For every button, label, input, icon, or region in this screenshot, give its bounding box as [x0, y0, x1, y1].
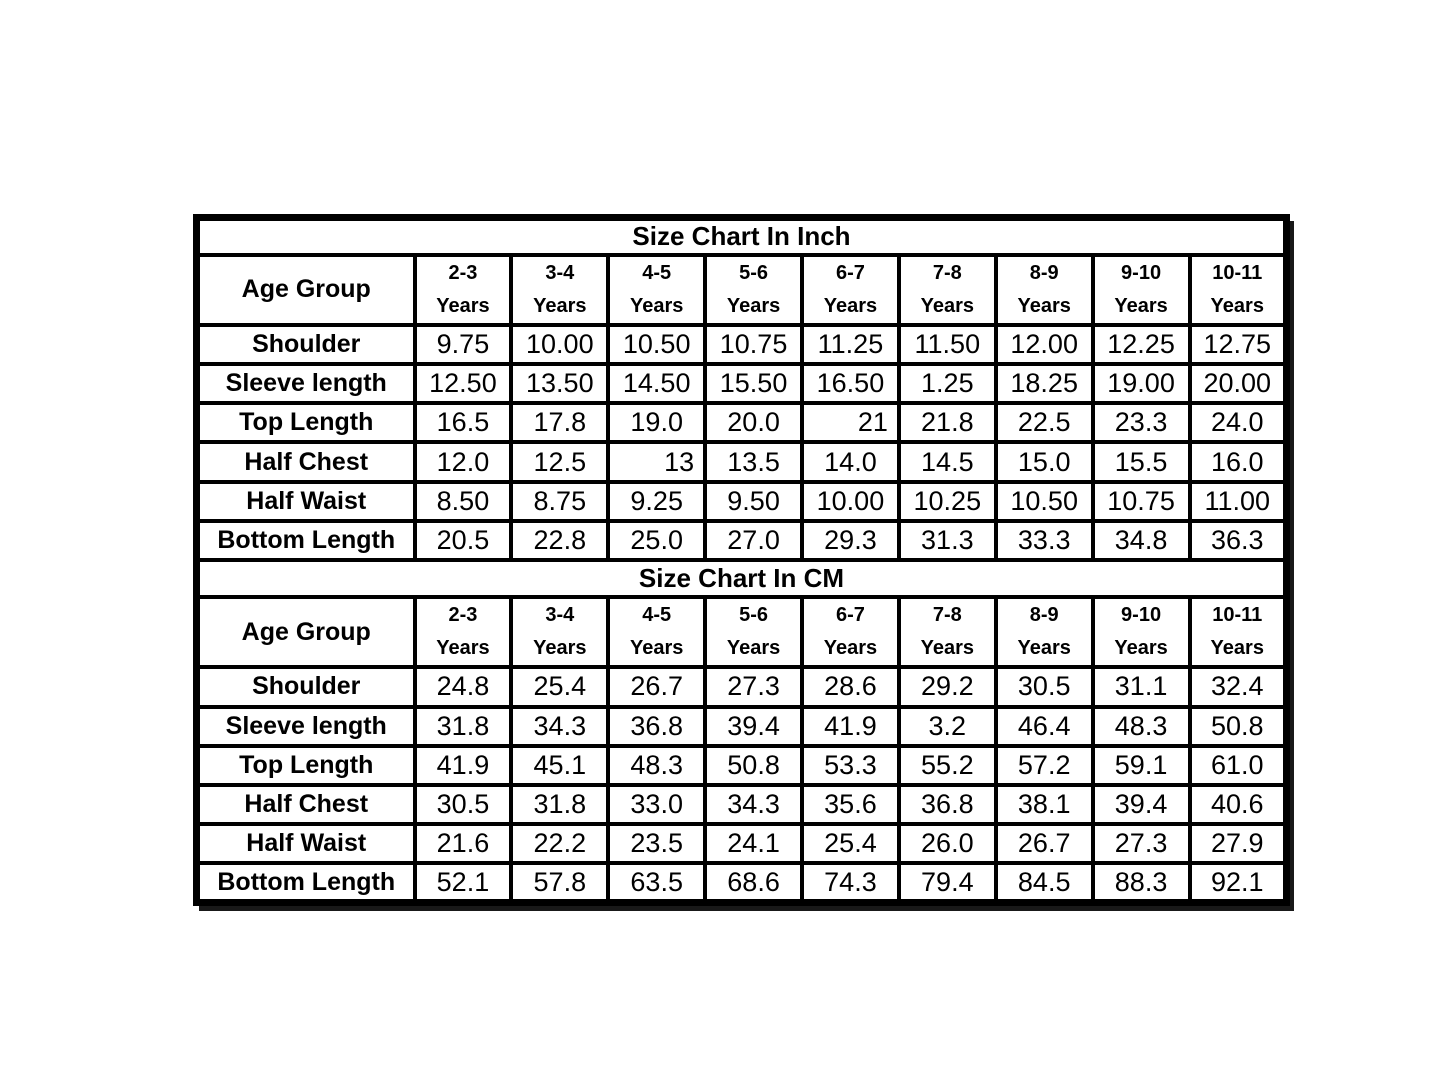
measurement-row [197, 824, 1287, 863]
value-cell: 21.6 [415, 824, 512, 863]
value-cell: 12.75 [1190, 325, 1287, 364]
age-column-header [705, 597, 802, 667]
value-cell: 61.0 [1190, 746, 1287, 785]
value-cell: 9.75 [415, 325, 512, 364]
value-cell: 14.0 [802, 442, 899, 481]
age-column-header [415, 597, 512, 667]
value-cell: 19.00 [1093, 364, 1190, 403]
section-title: Size Chart In CM [197, 560, 1287, 597]
measurement-row [197, 442, 1287, 481]
age-column-header [608, 597, 705, 667]
value-cell: 22.2 [511, 824, 608, 863]
age-range-label: 6-7 [835, 604, 865, 627]
years-label: Years [1210, 637, 1264, 660]
value-cell: 12.25 [1093, 325, 1190, 364]
value-cell: 23.5 [608, 824, 705, 863]
value-cell: 31.3 [899, 521, 996, 560]
value-cell: 18.25 [996, 364, 1093, 403]
value-cell: 25.0 [608, 521, 705, 560]
age-range-label: 10-11 [1212, 261, 1263, 284]
row-label: Sleeve length [197, 707, 415, 746]
row-label: Shoulder [197, 325, 415, 364]
value-cell: 30.5 [415, 785, 512, 824]
age-column-header [705, 255, 802, 325]
value-cell: 28.6 [802, 667, 899, 706]
value-cell: 24.0 [1190, 403, 1287, 442]
value-cell: 50.8 [705, 746, 802, 785]
value-cell: 10.00 [511, 325, 608, 364]
value-cell: 10.50 [608, 325, 705, 364]
row-label: Bottom Length [197, 863, 415, 902]
years-label: Years [1114, 637, 1168, 660]
value-cell: 25.4 [511, 667, 608, 706]
value-cell: 50.8 [1190, 707, 1287, 746]
age-column-header [608, 255, 705, 325]
value-cell: 17.8 [511, 403, 608, 442]
age-column-header [1190, 597, 1287, 667]
value-cell: 34.8 [1093, 521, 1190, 560]
measurement-row [197, 785, 1287, 824]
value-cell: 46.4 [996, 707, 1093, 746]
measurement-row [197, 521, 1287, 560]
age-range-label: 5-6 [739, 604, 769, 627]
age-column-header [1093, 255, 1190, 325]
age-column-header [1093, 597, 1190, 667]
row-label: Half Waist [197, 824, 415, 863]
age-range-label: 2-3 [448, 604, 478, 627]
value-cell: 10.75 [1093, 482, 1190, 521]
value-cell: 26.7 [996, 824, 1093, 863]
value-cell: 27.3 [1093, 824, 1190, 863]
age-range-label: 4-5 [642, 604, 672, 627]
years-label: Years [920, 637, 974, 660]
value-cell: 10.25 [899, 482, 996, 521]
years-label: Years [436, 637, 490, 660]
value-cell: 27.9 [1190, 824, 1287, 863]
section-title-row [197, 560, 1287, 597]
years-label: Years [436, 294, 490, 317]
value-cell: 34.3 [511, 707, 608, 746]
age-column-header [899, 597, 996, 667]
value-cell: 31.8 [511, 785, 608, 824]
age-column-header [996, 597, 1093, 667]
years-label: Years [629, 294, 684, 317]
years-label: Years [823, 637, 878, 660]
value-cell: 10.50 [996, 482, 1093, 521]
value-cell: 36.8 [608, 707, 705, 746]
value-cell: 35.6 [802, 785, 899, 824]
years-label: Years [533, 294, 587, 317]
value-cell: 52.1 [415, 863, 512, 902]
age-range-label: 4-5 [642, 261, 672, 284]
row-label: Half Chest [197, 442, 415, 481]
value-cell: 27.3 [705, 667, 802, 706]
measurement-row [197, 364, 1287, 403]
column-header-row [197, 255, 1287, 325]
value-cell: 41.9 [415, 746, 512, 785]
value-cell: 34.3 [705, 785, 802, 824]
age-range-label: 5-6 [739, 261, 769, 284]
value-cell: 31.8 [415, 707, 512, 746]
value-cell: 88.3 [1093, 863, 1190, 902]
value-cell: 48.3 [1093, 707, 1190, 746]
age-range-label: 3-4 [545, 261, 575, 284]
value-cell: 12.0 [415, 442, 512, 481]
value-cell: 79.4 [899, 863, 996, 902]
value-cell: 41.9 [802, 707, 899, 746]
value-cell: 48.3 [608, 746, 705, 785]
measurement-row [197, 667, 1287, 706]
row-label: Half Waist [197, 482, 415, 521]
row-label: Shoulder [197, 667, 415, 706]
value-cell: 38.1 [996, 785, 1093, 824]
value-cell: 21.8 [899, 403, 996, 442]
value-cell: 22.8 [511, 521, 608, 560]
value-cell: 12.50 [415, 364, 512, 403]
value-cell: 24.8 [415, 667, 512, 706]
value-cell: 10.00 [802, 482, 899, 521]
value-cell: 20.00 [1190, 364, 1287, 403]
value-cell: 21 [802, 403, 899, 442]
age-column-header [1190, 255, 1287, 325]
measurement-row [197, 325, 1287, 364]
years-label: Years [1210, 294, 1264, 317]
value-cell: 20.5 [415, 521, 512, 560]
age-range-label: 8-9 [1029, 604, 1059, 627]
value-cell: 11.50 [899, 325, 996, 364]
value-cell: 36.8 [899, 785, 996, 824]
measurement-row [197, 403, 1287, 442]
row-label: Half Chest [197, 785, 415, 824]
age-column-header [415, 255, 512, 325]
age-range-label: 8-9 [1029, 261, 1059, 284]
years-label: Years [823, 294, 878, 317]
value-cell: 68.6 [705, 863, 802, 902]
age-range-label: 7-8 [932, 604, 962, 627]
table-body [197, 218, 1287, 903]
value-cell: 30.5 [996, 667, 1093, 706]
value-cell: 26.7 [608, 667, 705, 706]
value-cell: 8.50 [415, 482, 512, 521]
value-cell: 11.00 [1190, 482, 1287, 521]
value-cell: 16.50 [802, 364, 899, 403]
value-cell: 33.3 [996, 521, 1093, 560]
value-cell: 8.75 [511, 482, 608, 521]
age-range-label: 9-10 [1121, 604, 1162, 627]
value-cell: 13.5 [705, 442, 802, 481]
value-cell: 16.5 [415, 403, 512, 442]
years-label: Years [1017, 637, 1071, 660]
value-cell: 36.3 [1190, 521, 1287, 560]
age-range-label: 3-4 [545, 604, 575, 627]
age-column-header [899, 255, 996, 325]
age-group-corner-cell: Age Group [197, 255, 415, 325]
years-label: Years [726, 637, 781, 660]
value-cell: 24.1 [705, 824, 802, 863]
value-cell: 59.1 [1093, 746, 1190, 785]
value-cell: 1.25 [899, 364, 996, 403]
value-cell: 55.2 [899, 746, 996, 785]
measurement-row [197, 863, 1287, 902]
value-cell: 39.4 [1093, 785, 1190, 824]
value-cell: 57.2 [996, 746, 1093, 785]
years-label: Years [726, 294, 781, 317]
value-cell: 27.0 [705, 521, 802, 560]
value-cell: 14.5 [899, 442, 996, 481]
value-cell: 15.50 [705, 364, 802, 403]
years-label: Years [533, 637, 587, 660]
section-title: Size Chart In Inch [197, 218, 1287, 255]
measurement-row [197, 707, 1287, 746]
value-cell: 11.25 [802, 325, 899, 364]
value-cell: 45.1 [511, 746, 608, 785]
value-cell: 13.50 [511, 364, 608, 403]
years-label: Years [629, 637, 684, 660]
value-cell: 53.3 [802, 746, 899, 785]
row-label: Top Length [197, 746, 415, 785]
age-column-header [802, 255, 899, 325]
value-cell: 12.5 [511, 442, 608, 481]
value-cell: 39.4 [705, 707, 802, 746]
age-range-label: 7-8 [932, 261, 962, 284]
value-cell: 31.1 [1093, 667, 1190, 706]
age-range-label: 9-10 [1121, 261, 1162, 284]
value-cell: 10.75 [705, 325, 802, 364]
age-range-label: 10-11 [1212, 604, 1263, 627]
value-cell: 32.4 [1190, 667, 1287, 706]
value-cell: 3.2 [899, 707, 996, 746]
years-label: Years [1114, 294, 1168, 317]
value-cell: 84.5 [996, 863, 1093, 902]
age-group-corner-cell: Age Group [197, 597, 415, 667]
value-cell: 13 [608, 442, 705, 481]
years-label: Years [1017, 294, 1071, 317]
size-chart [193, 214, 1290, 906]
age-column-header [802, 597, 899, 667]
column-header-row [197, 597, 1287, 667]
value-cell: 14.50 [608, 364, 705, 403]
age-column-header [511, 255, 608, 325]
value-cell: 12.00 [996, 325, 1093, 364]
value-cell: 29.3 [802, 521, 899, 560]
value-cell: 29.2 [899, 667, 996, 706]
value-cell: 9.25 [608, 482, 705, 521]
value-cell: 15.5 [1093, 442, 1190, 481]
age-column-header [996, 255, 1093, 325]
value-cell: 40.6 [1190, 785, 1287, 824]
value-cell: 23.3 [1093, 403, 1190, 442]
row-label: Top Length [197, 403, 415, 442]
value-cell: 25.4 [802, 824, 899, 863]
value-cell: 22.5 [996, 403, 1093, 442]
value-cell: 74.3 [802, 863, 899, 902]
value-cell: 16.0 [1190, 442, 1287, 481]
value-cell: 57.8 [511, 863, 608, 902]
value-cell: 20.0 [705, 403, 802, 442]
size-chart-table [193, 214, 1290, 906]
value-cell: 19.0 [608, 403, 705, 442]
measurement-row [197, 746, 1287, 785]
age-column-header [511, 597, 608, 667]
row-label: Bottom Length [197, 521, 415, 560]
value-cell: 26.0 [899, 824, 996, 863]
value-cell: 63.5 [608, 863, 705, 902]
row-label: Sleeve length [197, 364, 415, 403]
value-cell: 15.0 [996, 442, 1093, 481]
value-cell: 33.0 [608, 785, 705, 824]
value-cell: 92.1 [1190, 863, 1287, 902]
age-range-label: 6-7 [835, 261, 865, 284]
section-title-row [197, 218, 1287, 255]
years-label: Years [920, 294, 974, 317]
measurement-row [197, 482, 1287, 521]
value-cell: 9.50 [705, 482, 802, 521]
age-range-label: 2-3 [448, 261, 478, 284]
